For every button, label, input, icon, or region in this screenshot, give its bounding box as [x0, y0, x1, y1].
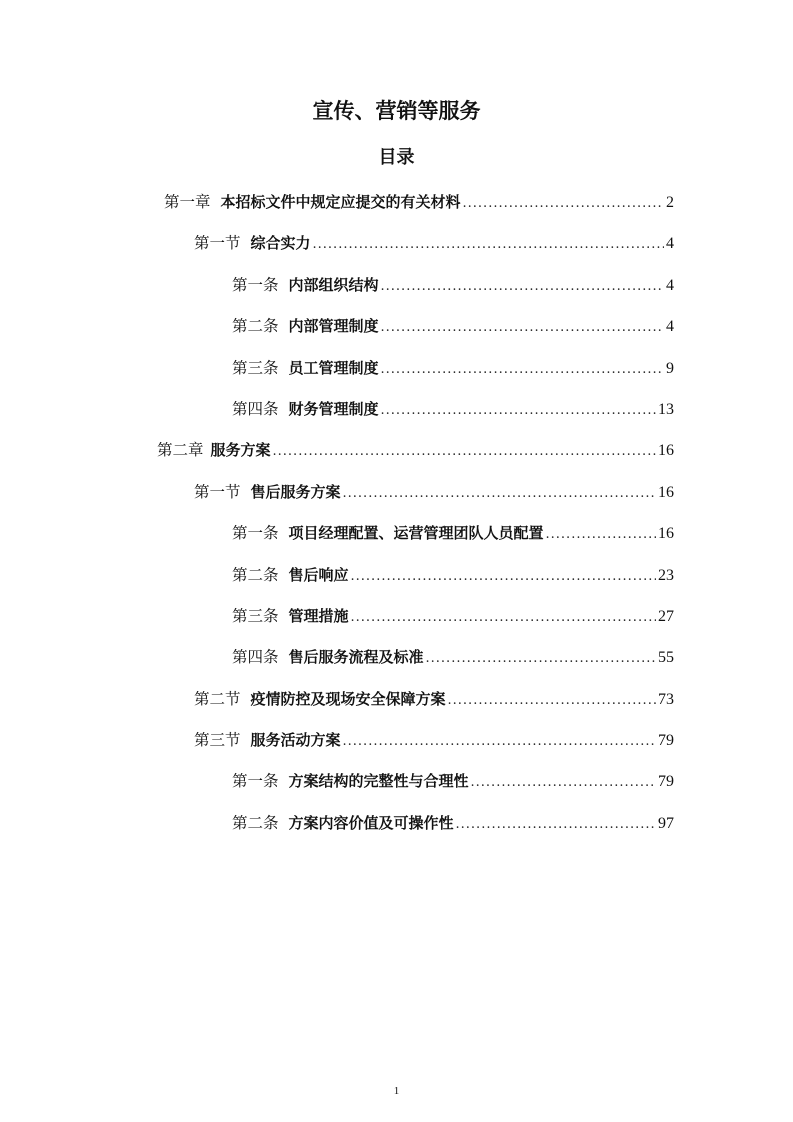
toc-leader-dots [471, 762, 656, 803]
toc-entry-label: 第一节 [194, 482, 241, 501]
toc-entry-page: 73 [658, 690, 674, 708]
toc-entry-label: 第一节 [194, 234, 241, 253]
toc-heading: 目录 [378, 147, 415, 168]
toc-entry-title: 员工管理制度 [288, 358, 379, 377]
toc-entry-article[interactable] [232, 306, 674, 347]
toc-leader-dots [351, 597, 656, 638]
toc-entry-page: 16 [658, 525, 674, 543]
toc-entry-page: 9 [666, 359, 674, 377]
toc-entry-title: 服务活动方案 [250, 731, 341, 750]
toc-entry-title: 内部管理制度 [288, 317, 379, 336]
toc-entry-page: 16 [658, 483, 674, 501]
toc-leader-dots [381, 390, 656, 431]
toc-entry-title: 综合实力 [250, 234, 311, 253]
toc-entry-label: 第一条 [232, 275, 279, 294]
toc-leader-dots [546, 514, 656, 555]
toc-entry-page: 97 [658, 814, 674, 832]
toc-leader-dots [381, 266, 664, 307]
toc-entry-title: 售后服务流程及标准 [288, 648, 424, 667]
toc-leader-dots [463, 183, 664, 224]
toc-entry-chapter-1[interactable] [164, 182, 674, 223]
toc-entry-article[interactable] [232, 348, 674, 389]
toc-leader-dots [343, 721, 656, 762]
table-of-contents [0, 182, 793, 844]
toc-entry-page: 4 [666, 318, 674, 336]
toc-entry-page: 4 [666, 276, 674, 294]
toc-entry-section[interactable] [194, 720, 674, 761]
toc-entry-article[interactable] [232, 761, 674, 802]
toc-entry-label: 第一条 [232, 772, 279, 791]
toc-entry-label: 第一章 [164, 193, 211, 211]
toc-leader-dots [426, 638, 656, 679]
toc-entry-title: 售后服务方案 [250, 482, 341, 501]
toc-entry-label: 第二章 [157, 441, 204, 460]
toc-entry-page: 27 [658, 607, 674, 625]
toc-entry-article[interactable] [232, 637, 674, 678]
toc-entry-article[interactable] [232, 265, 674, 306]
page-number: 1 [393, 1085, 400, 1097]
toc-entry-label: 第三条 [232, 358, 279, 377]
toc-entry-label: 第二条 [232, 813, 279, 832]
toc-entry-label: 第二条 [232, 317, 279, 336]
toc-entry-title: 方案结构的完整性与合理性 [288, 772, 469, 791]
toc-leader-dots [313, 224, 664, 265]
toc-entry-page: 13 [658, 400, 674, 418]
toc-entry-label: 第一条 [232, 524, 279, 543]
toc-entry-label: 第二条 [232, 565, 279, 584]
toc-entry-article[interactable] [232, 389, 674, 430]
toc-entry-title: 本招标文件中规定应提交的有关材料 [220, 193, 461, 211]
toc-entry-title: 服务方案 [210, 441, 271, 460]
toc-entry-article[interactable] [232, 803, 674, 844]
toc-leader-dots [456, 804, 656, 845]
toc-entry-page: 16 [658, 442, 674, 460]
toc-leader-dots [381, 349, 664, 390]
toc-entry-title: 售后响应 [288, 565, 349, 584]
toc-leader-dots [381, 307, 664, 348]
toc-entry-label: 第三节 [194, 731, 241, 750]
toc-entry-label: 第二节 [194, 689, 241, 708]
toc-entry-page: 79 [658, 773, 674, 791]
toc-entry-title: 疫情防控及现场安全保障方案 [250, 689, 446, 708]
toc-leader-dots [273, 431, 656, 472]
toc-entry-label: 第三条 [232, 606, 279, 625]
toc-entry-section[interactable] [194, 223, 674, 264]
toc-entry-page: 2 [666, 194, 674, 211]
toc-entry-label: 第四条 [232, 399, 279, 418]
toc-entry-title: 方案内容价值及可操作性 [288, 813, 454, 832]
toc-entry-label: 第四条 [232, 648, 279, 667]
toc-leader-dots [448, 680, 656, 721]
toc-entry-chapter-2[interactable] [157, 430, 674, 471]
toc-entry-page: 4 [666, 235, 674, 253]
toc-entry-page: 55 [658, 649, 674, 667]
toc-entry-page: 79 [658, 732, 674, 750]
toc-leader-dots [351, 556, 656, 597]
toc-entry-section[interactable] [194, 679, 674, 720]
document-title: 宣传、营销等服务 [312, 99, 481, 123]
toc-leader-dots [343, 473, 656, 514]
toc-entry-title: 项目经理配置、运营管理团队人员配置 [288, 524, 544, 543]
toc-entry-title: 管理措施 [288, 606, 349, 625]
toc-entry-page: 23 [658, 566, 674, 584]
toc-entry-article[interactable] [232, 596, 674, 637]
toc-entry-title: 财务管理制度 [288, 399, 379, 418]
toc-entry-article[interactable] [232, 555, 674, 596]
toc-entry-section[interactable] [194, 472, 674, 513]
toc-entry-title: 内部组织结构 [288, 275, 379, 294]
toc-entry-article[interactable] [232, 513, 674, 554]
